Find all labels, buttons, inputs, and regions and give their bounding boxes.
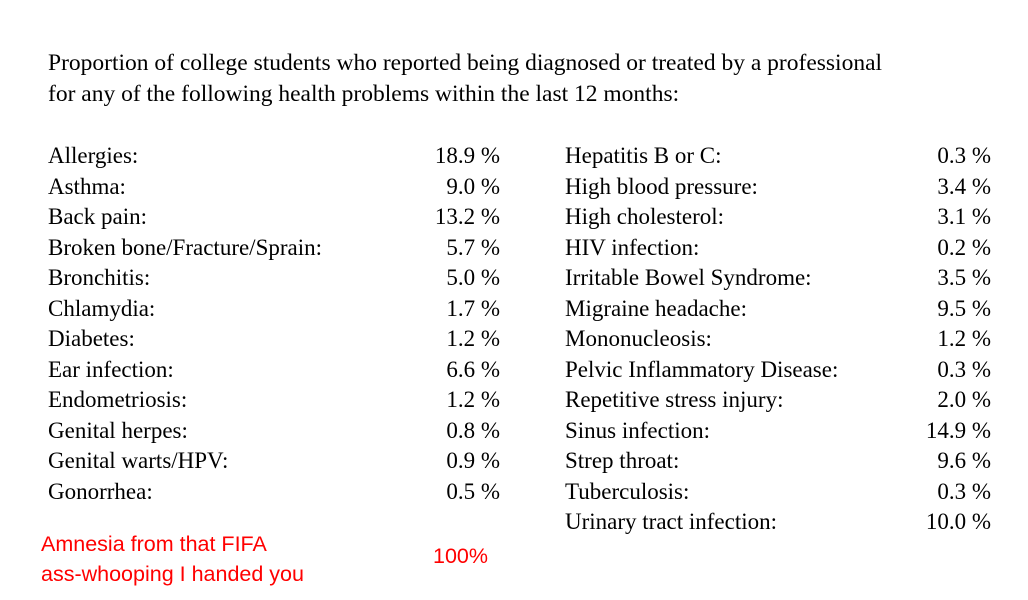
condition-label: HIV infection: bbox=[565, 234, 700, 260]
condition-label: Gonorrhea: bbox=[48, 478, 153, 504]
left-condition-list bbox=[48, 141, 500, 507]
condition-label: Repetitive stress injury: bbox=[565, 387, 784, 412]
condition-row bbox=[48, 355, 500, 386]
condition-row bbox=[565, 507, 991, 538]
condition-label: Mononucleosis: bbox=[565, 326, 712, 351]
condition-label: Asthma: bbox=[48, 173, 126, 199]
condition-row bbox=[48, 416, 500, 447]
annotation-label: Amnesia from that FIFA ass-whooping I handed you bbox=[41, 532, 304, 586]
condition-label: Ear infection: bbox=[48, 356, 174, 382]
condition-row bbox=[565, 141, 991, 172]
condition-percentage: 13.2 % bbox=[434, 204, 500, 229]
condition-label: Allergies: bbox=[48, 143, 139, 168]
condition-percentage: 0.2 % bbox=[937, 234, 991, 260]
condition-label: Chlamydia: bbox=[48, 295, 156, 321]
condition-percentage: 5.7 % bbox=[446, 234, 500, 260]
condition-label: Back pain: bbox=[48, 204, 147, 229]
condition-row bbox=[565, 355, 991, 386]
condition-row bbox=[48, 263, 500, 294]
condition-percentage: 1.2 % bbox=[937, 326, 991, 351]
condition-row bbox=[48, 141, 500, 172]
condition-row bbox=[48, 446, 500, 477]
condition-percentage: 6.6 % bbox=[446, 356, 500, 382]
condition-percentage: 3.5 % bbox=[937, 265, 991, 290]
condition-percentage: 14.9 % bbox=[925, 417, 991, 443]
condition-percentage: 0.3 % bbox=[937, 478, 991, 504]
condition-label: Migraine headache: bbox=[565, 295, 747, 321]
condition-label: Diabetes: bbox=[48, 326, 135, 351]
condition-percentage: 10.0 % bbox=[925, 509, 991, 534]
condition-row bbox=[565, 172, 991, 203]
condition-row bbox=[48, 294, 500, 325]
condition-row bbox=[48, 324, 500, 355]
condition-label: Hepatitis B or C: bbox=[565, 143, 722, 168]
title-line-2: for any of the following health problems within the last 12 months: bbox=[48, 81, 680, 107]
page-title bbox=[48, 48, 1008, 110]
condition-label: Pelvic Inflammatory Disease: bbox=[565, 356, 839, 382]
condition-row bbox=[48, 202, 500, 233]
condition-label: High blood pressure: bbox=[565, 173, 758, 199]
condition-row bbox=[565, 477, 991, 508]
condition-percentage: 0.5 % bbox=[446, 478, 500, 504]
condition-row bbox=[565, 233, 991, 264]
condition-label: Irritable Bowel Syndrome: bbox=[565, 265, 812, 290]
title-line-1: Proportion of college students who reported being diagnosed or treated by a professional bbox=[48, 50, 883, 76]
condition-percentage: 9.6 % bbox=[937, 448, 991, 473]
condition-row bbox=[48, 385, 500, 416]
condition-label: High cholesterol: bbox=[565, 204, 725, 229]
condition-row bbox=[48, 172, 500, 203]
condition-percentage: 9.0 % bbox=[446, 173, 500, 199]
condition-row bbox=[565, 294, 991, 325]
condition-row bbox=[565, 324, 991, 355]
condition-percentage: 9.5 % bbox=[937, 295, 991, 321]
condition-row bbox=[565, 263, 991, 294]
condition-row bbox=[565, 446, 991, 477]
condition-label: Sinus infection: bbox=[565, 417, 711, 443]
condition-percentage: 0.8 % bbox=[446, 417, 500, 443]
condition-percentage: 1.7 % bbox=[446, 295, 500, 321]
condition-label: Strep throat: bbox=[565, 448, 680, 473]
condition-percentage: 3.1 % bbox=[937, 204, 991, 229]
condition-row bbox=[565, 416, 991, 447]
condition-percentage: 0.3 % bbox=[937, 143, 991, 168]
condition-row bbox=[48, 477, 500, 508]
condition-percentage: 0.9 % bbox=[446, 448, 500, 473]
condition-percentage: 18.9 % bbox=[434, 143, 500, 168]
condition-label: Tuberculosis: bbox=[565, 478, 690, 504]
condition-percentage: 2.0 % bbox=[937, 387, 991, 412]
condition-label: Endometriosis: bbox=[48, 387, 188, 412]
condition-label: Bronchitis: bbox=[48, 265, 151, 290]
condition-percentage: 1.2 % bbox=[446, 387, 500, 412]
condition-percentage: 3.4 % bbox=[937, 173, 991, 199]
condition-label: Urinary tract infection: bbox=[565, 509, 778, 534]
right-condition-list bbox=[565, 141, 991, 538]
condition-label: Genital warts/HPV: bbox=[48, 448, 229, 473]
annotation-value: 100% bbox=[433, 544, 488, 568]
condition-row bbox=[565, 385, 991, 416]
condition-percentage: 1.2 % bbox=[446, 326, 500, 351]
condition-row bbox=[565, 202, 991, 233]
condition-row bbox=[48, 233, 500, 264]
condition-percentage: 5.0 % bbox=[446, 265, 500, 290]
condition-percentage: 0.3 % bbox=[937, 356, 991, 382]
condition-label: Broken bone/Fracture/Sprain: bbox=[48, 234, 323, 260]
condition-label: Genital herpes: bbox=[48, 417, 188, 443]
